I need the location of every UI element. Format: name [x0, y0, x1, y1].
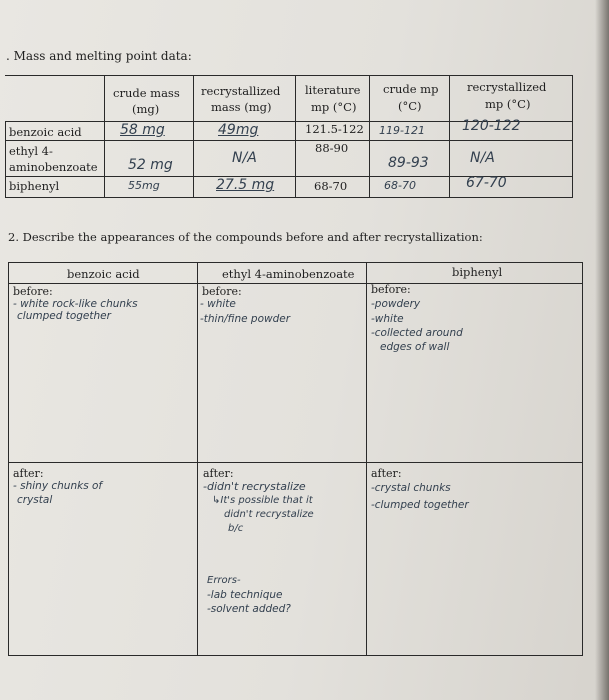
literature-mp-benzoic: 121.5-122 — [305, 122, 364, 136]
table1-col-line-1 — [104, 75, 105, 197]
table1-col-line-4 — [369, 75, 370, 197]
compound-ethyl-aminobenzoate-line1: ethyl 4- — [9, 144, 53, 158]
header-recryst-mass-line2: mass (mg) — [211, 100, 272, 114]
recryst-mass-biphenyl: 27.5 mg — [216, 177, 275, 193]
table1-top-border — [5, 75, 573, 76]
table1-col-line-5 — [449, 75, 450, 197]
after-label-ethyl: after: — [203, 467, 234, 480]
table1-col-line-3 — [295, 75, 296, 197]
compound-biphenyl: biphenyl — [9, 179, 60, 193]
after-ethyl-line2: ↳It's possible that it — [212, 495, 313, 506]
header-literature-mp-line1: literature — [305, 83, 361, 97]
after-biphenyl-line2: -clumped together — [371, 499, 469, 511]
header-crude-mp-line2: (°C) — [398, 99, 422, 113]
after-ethyl-errors-label: Errors- — [207, 575, 241, 586]
header-crude-mp-line1: crude mp — [383, 82, 439, 96]
table1-bottom-border — [5, 197, 573, 198]
before-label-biphenyl: before: — [371, 283, 411, 296]
after-ethyl-errors-line1: -lab technique — [207, 589, 283, 601]
table2-left-border — [8, 262, 9, 655]
recryst-mass-ethyl: N/A — [232, 150, 257, 166]
after-ethyl-line3: didn't recrystalize — [224, 509, 314, 520]
before-ethyl-line2: -thin/fine powder — [200, 313, 291, 325]
header-recryst-mp-line1: recrystallized — [467, 80, 547, 94]
literature-mp-ethyl: 88-90 — [315, 141, 349, 155]
table1-right-border — [572, 75, 573, 197]
before-benzoic-line2: clumped together — [17, 310, 111, 322]
compound-benzoic-acid: benzoic acid — [9, 125, 82, 139]
crude-mass-biphenyl: 55mg — [128, 179, 160, 192]
after-ethyl-errors-line2: -solvent added? — [207, 603, 291, 615]
table1-row-divider-1 — [5, 140, 573, 141]
section-2-title: 2. Describe the appearances of the compounds before and after recrystallization: — [8, 230, 483, 244]
literature-mp-biphenyl: 68-70 — [314, 179, 348, 193]
header-benzoic-acid: benzoic acid — [67, 267, 140, 281]
before-benzoic-line1: - white rock-like chunks — [13, 298, 138, 310]
crude-mass-ethyl: 52 mg — [128, 157, 173, 173]
table2-header-divider — [8, 283, 583, 284]
after-label-biphenyl: after: — [371, 467, 402, 480]
crude-mp-ethyl: 89-93 — [388, 155, 429, 171]
compound-ethyl-aminobenzoate-line2: aminobenzoate — [9, 160, 98, 174]
table2-col-line-1 — [197, 262, 198, 655]
before-biphenyl-line3: -collected around — [371, 327, 463, 339]
header-biphenyl: biphenyl — [452, 265, 503, 279]
header-literature-mp-line2: mp (°C) — [311, 100, 357, 114]
table2-middle-divider — [8, 462, 583, 463]
before-label-ethyl: before: — [202, 285, 242, 298]
recryst-mp-biphenyl: 67-70 — [466, 175, 507, 191]
header-recryst-mass-line1: recrystallized — [201, 84, 281, 98]
header-recryst-mp-line2: mp (°C) — [485, 97, 531, 111]
after-benzoic-line1: - shiny chunks of — [13, 480, 103, 492]
header-crude-mass-line1: crude mass — [113, 86, 180, 100]
crude-mp-benzoic: 119-121 — [379, 124, 425, 137]
recryst-mp-ethyl: N/A — [470, 150, 495, 166]
after-label-benzoic: after: — [13, 467, 44, 480]
after-ethyl-line1: -didn't recrystalize — [203, 480, 306, 493]
after-biphenyl-line1: -crystal chunks — [371, 482, 451, 494]
before-label-benzoic: before: — [13, 285, 53, 298]
after-ethyl-line4: b/c — [228, 523, 244, 534]
page-edge-shadow — [595, 0, 609, 700]
before-biphenyl-line2: -white — [371, 313, 404, 325]
header-crude-mass-line2: (mg) — [132, 102, 160, 116]
recryst-mass-benzoic: 49mg — [218, 122, 259, 138]
crude-mp-biphenyl: 68-70 — [384, 179, 416, 192]
table1-col-line-2 — [193, 75, 194, 197]
crude-mass-benzoic: 58 mg — [120, 122, 165, 138]
table1-left-border — [5, 121, 6, 197]
section-1-title: . Mass and melting point data: — [6, 49, 192, 63]
before-biphenyl-line1: -powdery — [371, 298, 421, 310]
before-ethyl-line1: - white — [200, 298, 236, 310]
table2-right-border — [582, 262, 583, 655]
table2-bottom-border — [8, 655, 583, 656]
header-ethyl-aminobenzoate: ethyl 4-aminobenzoate — [222, 267, 355, 281]
table2-top-border — [8, 262, 583, 263]
recryst-mp-benzoic: 120-122 — [462, 118, 521, 134]
after-benzoic-line2: crystal — [17, 494, 53, 506]
before-biphenyl-line4: edges of wall — [380, 341, 450, 353]
table2-col-line-2 — [366, 262, 367, 655]
